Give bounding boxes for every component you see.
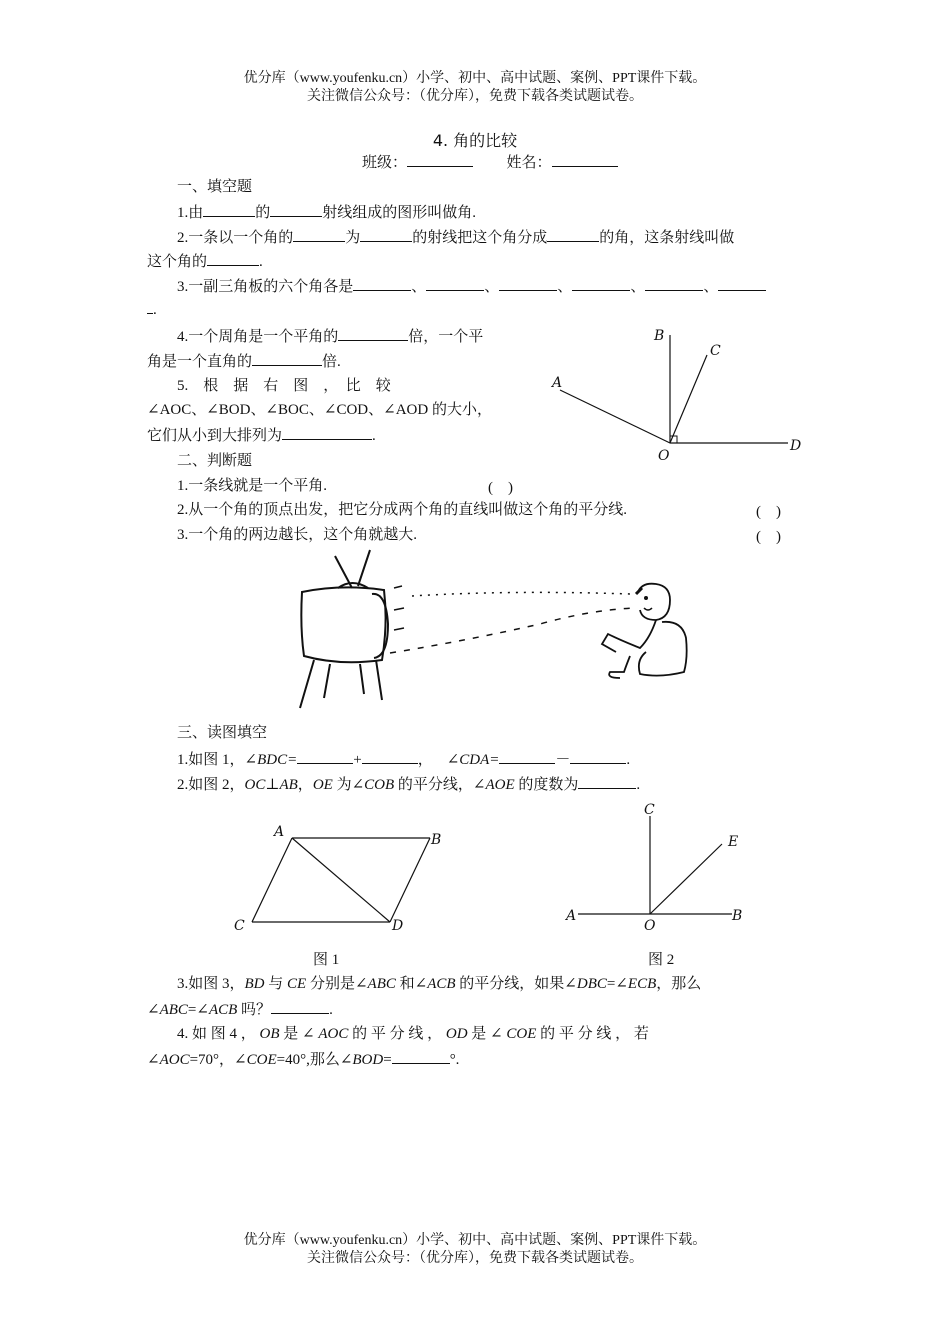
fig1-label-b: B — [431, 832, 442, 848]
figure-1-parallelogram — [230, 822, 450, 942]
q1-text-b: 的 — [255, 205, 271, 221]
r1-text-a: 1.如图 1， — [177, 752, 245, 768]
r2-end: . — [636, 777, 641, 793]
r3-abc: ABC — [367, 976, 396, 992]
ray-oe — [650, 844, 722, 914]
q2-blank-2[interactable] — [360, 227, 412, 242]
r4-j: ∠ — [147, 1052, 160, 1068]
label-b: B — [654, 328, 665, 344]
q2-text-a: 2.一条以一个角的 — [177, 230, 294, 246]
label-d: D — [790, 438, 802, 454]
fig2-label-b: B — [732, 908, 743, 924]
q3-blank-5[interactable] — [645, 276, 703, 291]
question-4 — [177, 326, 483, 347]
r4-end: °. — [449, 1052, 460, 1068]
q5-text-c: 它们从小到大排列为 — [147, 428, 283, 444]
r4-od: OD — [445, 1026, 468, 1042]
q2-blank-4[interactable] — [207, 251, 259, 266]
question-2-cont — [147, 251, 263, 272]
figure-1-caption: 图 1 — [313, 952, 340, 968]
class-label: 班级： — [362, 155, 408, 171]
q4-text-b: 倍，一个平 — [408, 329, 484, 345]
fig1-label-c: C — [234, 918, 245, 934]
r1-angle-cda: ∠CDA= — [446, 752, 500, 768]
r4-a: 4. 如 图 4 ， — [177, 1026, 260, 1042]
ray-oa — [560, 390, 670, 443]
q3-sep: 、 — [411, 279, 427, 295]
r4-coe: COE — [506, 1026, 537, 1042]
viewer-body-icon — [602, 620, 656, 652]
q3-blank-4[interactable] — [572, 276, 630, 291]
read-3-cont — [147, 999, 333, 1020]
r1-angle-bdc: ∠BDC= — [244, 752, 298, 768]
r3-acb: ACB — [427, 976, 456, 992]
q3-end: . — [153, 302, 157, 318]
r2-text-e: 为∠ — [332, 777, 365, 793]
q3-sep: 、 — [630, 279, 646, 295]
r3-n: ∠ — [147, 1002, 160, 1018]
judge-3-answer[interactable]: ( ) — [756, 529, 781, 545]
q2-text-c: 的射线把这个角分成 — [412, 230, 548, 246]
r4-aoc-2: AOC — [159, 1052, 190, 1068]
label-o: O — [658, 448, 670, 464]
r3-e: 分别是∠ — [306, 976, 368, 992]
fig1-label-d: D — [392, 918, 404, 934]
r4-e: 的 平 分 线 ， — [348, 1026, 446, 1042]
r1-comma: ， — [417, 752, 433, 768]
r1-blank-3[interactable] — [499, 749, 555, 764]
fig2-label-c: C — [644, 802, 655, 818]
q3-blank-2[interactable] — [426, 276, 484, 291]
question-5-angles: ∠AOC、∠BOD、∠BOC、∠COD、∠AOD 的大小， — [147, 402, 492, 418]
side-bd — [390, 838, 430, 922]
judge-1: 1.一条线就是一个平角. — [177, 478, 328, 494]
r2-oc-perp-ab: OC⊥AB — [244, 777, 298, 793]
question-3 — [177, 276, 766, 297]
q1-blank-1[interactable] — [203, 202, 255, 217]
read-4 — [177, 1024, 649, 1044]
tv-body-icon — [301, 587, 385, 662]
r4-bod: BOD — [352, 1052, 384, 1068]
label-c: C — [710, 343, 721, 359]
read-1 — [177, 749, 630, 770]
question-5-cont — [147, 425, 376, 446]
r1-plus: + — [353, 752, 362, 768]
r1-minus: － — [555, 752, 571, 768]
q3-blank-1[interactable] — [353, 276, 411, 291]
name-label: 姓名： — [506, 155, 552, 171]
r2-aoe: AOE — [485, 777, 515, 793]
q1-text-c: 射线组成的图形叫做角. — [322, 205, 477, 221]
read-3 — [177, 974, 701, 994]
page-header-line1: 优分库（www.youfenku.cn）小学、初中、高中试题、案例、PPT课件下载。 — [243, 71, 707, 86]
side-ac — [252, 838, 292, 922]
q2-blank-1[interactable] — [293, 227, 345, 242]
r4-g: 是 ∠ — [467, 1026, 507, 1042]
class-blank[interactable] — [407, 152, 473, 167]
r3-bd: BD — [244, 976, 265, 992]
r2-text-g: 的平分线，∠ — [394, 777, 486, 793]
question-3-cont — [147, 299, 157, 320]
q4-blank-1[interactable] — [338, 326, 408, 341]
read-2 — [177, 774, 640, 795]
r3-abc-2: ABC — [159, 1002, 188, 1018]
fig2-label-a: A — [566, 908, 577, 924]
q4-blank-2[interactable] — [252, 351, 322, 366]
tv-viewer-illustration — [290, 548, 710, 718]
q3-text: 3.一副三角板的六个角各是 — [177, 279, 354, 295]
r3-blank[interactable] — [271, 999, 329, 1014]
page-footer-line1: 优分库（www.youfenku.cn）小学、初中、高中试题、案例、PPT课件下载。 — [243, 1233, 707, 1248]
name-blank[interactable] — [552, 152, 618, 167]
question-5: 5. 根 据 右 图 ， 比 较 — [177, 378, 391, 394]
sight-line-bottom — [390, 608, 635, 653]
r3-ecb: ECB — [627, 976, 657, 992]
r3-k: =∠ — [606, 976, 628, 992]
r1-blank-2[interactable] — [362, 749, 418, 764]
r3-c: 与 — [264, 976, 288, 992]
r3-p: =∠ — [187, 1002, 209, 1018]
q2-text-f: . — [259, 254, 263, 270]
judge-3: 3.一个角的两边越长，这个角就越大. — [177, 527, 418, 543]
r2-oe: OE — [312, 777, 333, 793]
q2-text-d: 的角，这条射线叫做 — [599, 230, 735, 246]
q2-text-e: 这个角的 — [147, 254, 208, 270]
r4-c: 是 ∠ — [279, 1026, 319, 1042]
q4-text-a: 4.一个周角是一个平角的 — [177, 329, 339, 345]
question-4-cont — [147, 351, 341, 372]
q4-text-d: 倍. — [322, 354, 341, 370]
armchair-icon — [639, 622, 687, 676]
r4-ob: OB — [259, 1026, 280, 1042]
read-4-cont — [147, 1049, 459, 1070]
fig1-label-a: A — [274, 824, 285, 840]
q1-blank-2[interactable] — [270, 202, 322, 217]
section-read-figure: 三、读图填空 — [177, 725, 268, 741]
r3-end: . — [329, 1002, 333, 1018]
r3-a: 3.如图 3， — [177, 976, 245, 992]
q3-sep: 、 — [703, 279, 719, 295]
r1-blank-1[interactable] — [297, 749, 353, 764]
r1-end: . — [626, 752, 631, 768]
q5-blank[interactable] — [282, 425, 372, 440]
r4-i: 的 平 分 线 ， 若 — [536, 1026, 649, 1042]
r4-coe-2: COE — [246, 1052, 277, 1068]
r2-blank[interactable] — [578, 774, 636, 789]
section-fill-in: 一、填空题 — [177, 179, 253, 195]
ray-oc — [670, 355, 707, 443]
q4-text-c: 角是一个直角的 — [147, 354, 253, 370]
q3-blank-6[interactable] — [718, 276, 766, 291]
figure-2-angle — [560, 800, 760, 934]
r4-aoc: AOC — [318, 1026, 349, 1042]
q3-sep: 、 — [557, 279, 573, 295]
fig2-label-o: O — [644, 918, 656, 934]
r3-i: 的平分线，如果∠ — [455, 976, 577, 992]
q1-text-a: 1.由 — [177, 205, 204, 221]
r4-blank[interactable] — [392, 1049, 450, 1064]
judge-1-answer[interactable]: ( ) — [488, 480, 513, 496]
q5-text-d: . — [372, 428, 376, 444]
angle-figure-right — [550, 325, 810, 465]
r2-comma: ， — [297, 777, 313, 793]
r3-dbc: DBC — [576, 976, 607, 992]
diagonal-ad — [292, 838, 390, 922]
r2-text-a: 2.如图 2， — [177, 777, 245, 793]
page-footer-line2: 关注微信公众号：（优分库），免费下载各类试题试卷。 — [307, 1251, 643, 1266]
figure-2-caption: 图 2 — [648, 952, 675, 968]
question-2 — [177, 227, 734, 248]
fig2-label-e: E — [728, 834, 739, 850]
r2-text-i: 的度数为 — [514, 777, 579, 793]
section-judgement: 二、判断题 — [177, 453, 253, 469]
q3-blank-3[interactable] — [499, 276, 557, 291]
r1-blank-4[interactable] — [570, 749, 626, 764]
r3-ce: CE — [287, 976, 307, 992]
r3-m: ，那么 — [656, 976, 702, 992]
sight-line-top — [412, 592, 630, 596]
question-1 — [177, 202, 476, 223]
student-info — [362, 152, 618, 173]
r4-n: =40°,那么∠ — [276, 1052, 353, 1068]
r3-g: 和∠ — [395, 976, 428, 992]
q3-sep: 、 — [484, 279, 500, 295]
page-header-line2: 关注微信公众号：（优分库），免费下载各类试题试卷。 — [307, 89, 643, 104]
r2-cob: COB — [364, 777, 395, 793]
q2-blank-3[interactable] — [547, 227, 599, 242]
judge-2: 2.从一个角的顶点出发，把它分成两个角的直线叫做这个角的平分线. — [177, 502, 628, 518]
r4-p: = — [383, 1052, 392, 1068]
q2-text-b: 为 — [345, 230, 361, 246]
r3-r: 吗？ — [237, 1002, 272, 1018]
r4-l: =70°，∠ — [189, 1052, 247, 1068]
page-title: 4. 角的比较 — [432, 131, 518, 150]
label-a: A — [552, 375, 563, 391]
tv-legs-icon — [300, 660, 382, 708]
judge-2-answer[interactable]: ( ) — [756, 504, 781, 520]
r3-acb-2: ACB — [208, 1002, 238, 1018]
